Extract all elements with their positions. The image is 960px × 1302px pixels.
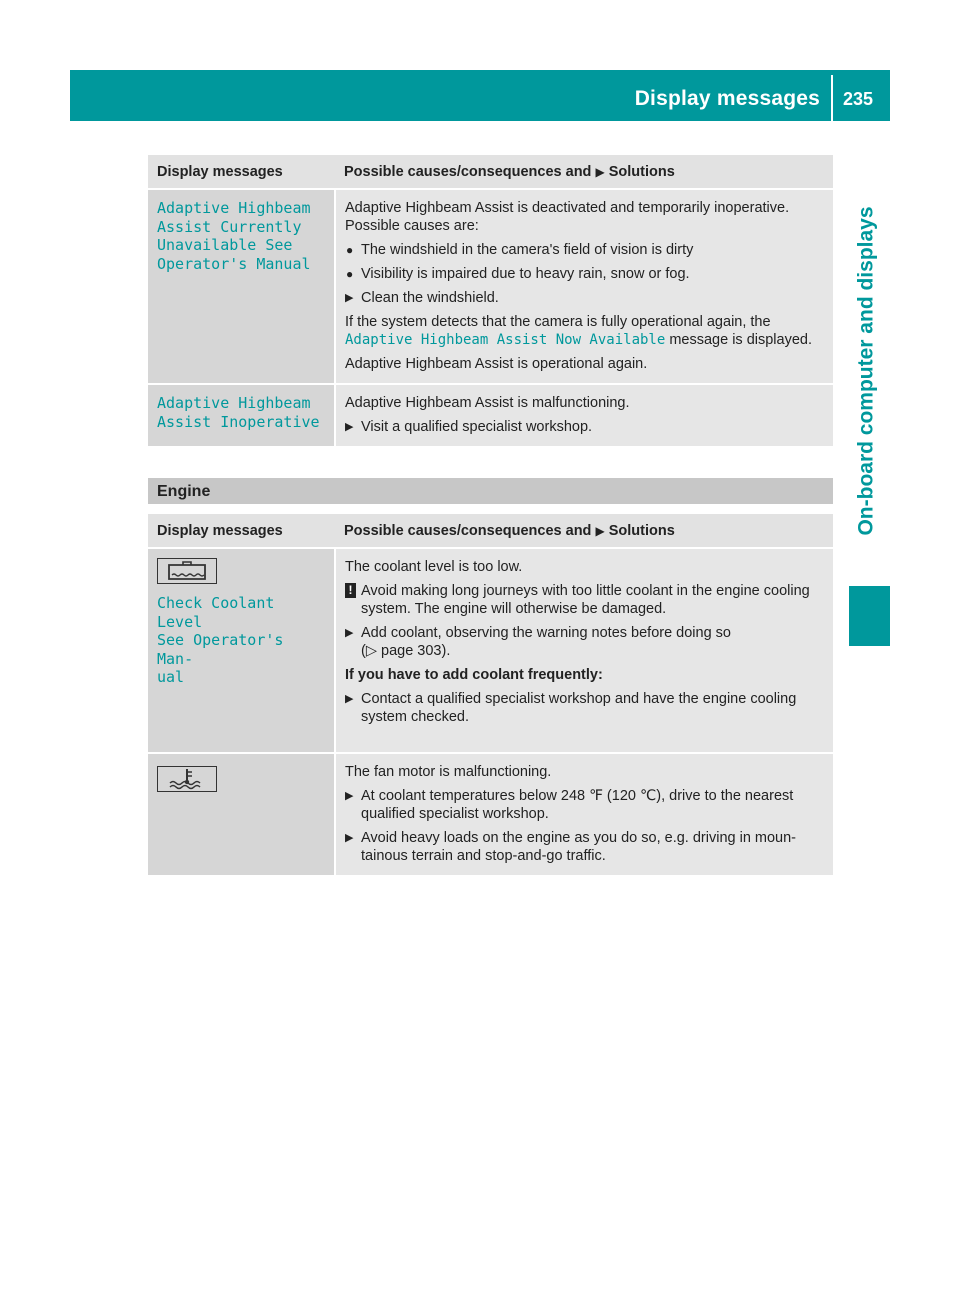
action-arrow-icon: ▶ (345, 693, 354, 705)
action-arrow-icon: ▶ (345, 790, 354, 802)
warning-icon: ! (345, 583, 356, 598)
bullet-icon: ● (346, 267, 354, 281)
header-title: Display messages (634, 87, 820, 110)
action-arrow-icon: ▶ (345, 421, 354, 433)
table-row (148, 548, 833, 753)
coolant-temperature-icon (157, 766, 217, 792)
section-title: Engine (157, 483, 211, 500)
display-message: Adaptive Highbeam Assist Inoperative (157, 394, 320, 431)
subheading: If you have to add coolant frequently: (345, 667, 603, 683)
side-tab-marker (849, 586, 890, 646)
column-header-causes: Possible causes/consequences and ▶ Solutions (335, 155, 833, 189)
table-row (148, 384, 833, 446)
arrow-icon: ▶ (595, 524, 605, 538)
solution-cell: The fan motor is malfunctioning. ▶ At coolant temperatures below 248 ℉ (120 ℃), drive to the nearest qualified specialist workshop. ▶ Avoid heavy loads on the engine as you do so, e.g. driving in moun‐ tainous terrain and stop-and-go traffic. (335, 753, 833, 875)
table-row (148, 753, 833, 875)
action-arrow-icon: ▶ (345, 627, 354, 639)
table-adaptive-highbeam (148, 155, 833, 446)
table-header-row (148, 514, 833, 548)
inline-display-message: Adaptive Highbeam Assist Now Available (345, 332, 666, 348)
action-arrow-icon: ▶ (345, 292, 354, 304)
table-row (148, 189, 833, 384)
page-reference: (▷ page 303). (361, 643, 451, 659)
message-cell (148, 384, 335, 446)
display-message: Check Coolant Level See Operator's Man‐ ual (157, 594, 284, 686)
display-message: Adaptive Highbeam Assist Currently Unavailable See Operator's Manual (157, 199, 311, 273)
side-tab (843, 163, 890, 578)
arrow-icon: ▶ (595, 165, 605, 179)
column-header-messages: Display messages (148, 155, 335, 189)
solution-cell: Adaptive Highbeam Assist is malfunctioning. ▶ Visit a qualified specialist workshop. (335, 384, 833, 446)
coolant-level-icon (157, 558, 217, 584)
side-tab-label: On-board computer and displays (854, 205, 878, 536)
message-cell (148, 753, 335, 875)
page-header (70, 70, 890, 121)
bullet-icon: ● (346, 243, 354, 257)
message-cell (148, 548, 335, 753)
action-arrow-icon: ▶ (345, 832, 354, 844)
solution-cell: Adaptive Highbeam Assist is deactivated and temporarily inoperative. Possible causes are: ● The windshield in the camera's field of vision is dirty ● Visibility is impaired due to heavy rain, snow or fog. ▶ Clean the windshield. If the system detects that the camera is fully operational again, the Adaptive Highbeam Assist Now Available message is displayed. Adaptive Highbeam Assist is operational again. (335, 189, 833, 384)
solution-cell: The coolant level is too low. ! Avoid making long journeys with too little coolant in the engine cooling system. The engine will otherwise be damaged. ▶ Add coolant, observing the warning notes before doing so (▷ page 303). If you have to add coolant frequently: ▶ Contact a qualified specialist workshop and have the engine cooling system checked. (335, 548, 833, 753)
section-heading-bar (148, 478, 833, 504)
header-divider (831, 75, 833, 121)
message-cell (148, 189, 335, 384)
column-header-causes: Possible causes/consequences and ▶ Solutions (335, 514, 833, 548)
page-number: 235 (843, 89, 874, 109)
table-engine (148, 514, 833, 875)
table-header-row (148, 155, 833, 189)
column-header-messages: Display messages (148, 514, 335, 548)
